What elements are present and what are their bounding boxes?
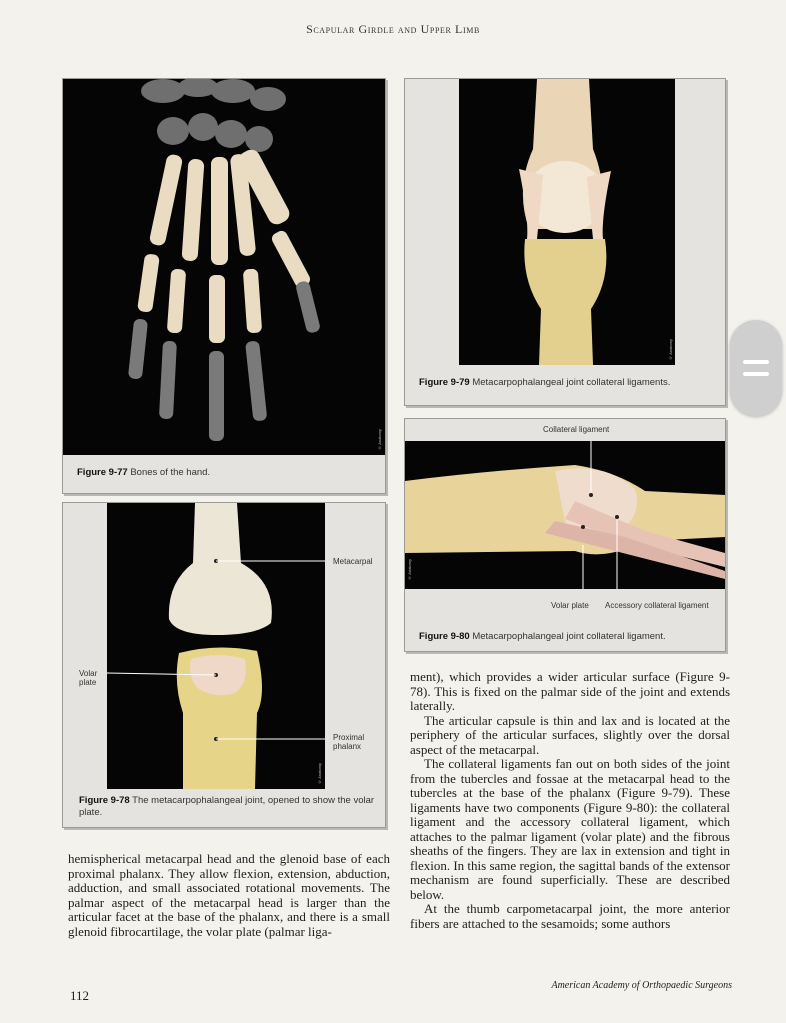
photo-credit: © Anatomy	[668, 339, 673, 361]
figure-9-80-caption	[419, 631, 666, 642]
body-text-left: hemispherical metacarpal head and the glenoid base of each proximal phalanx. They allow flexion, extension, abduction, adduction, and small associated rotational movements. The palmar aspect of the metacarpal head is larger than the articular facet at the base of the phalanx, and there is a small glenoid fibrocartilage, the volar plate (palmar liga-	[68, 851, 390, 939]
figure-9-78	[62, 502, 386, 828]
caption-text: Metacarpophalangeal joint collateral ligaments.	[472, 377, 671, 388]
figure-9-80	[404, 418, 726, 652]
figure-9-79	[404, 78, 726, 406]
figure-9-77	[62, 78, 386, 494]
label-collateral-ligament: Collateral ligament	[543, 425, 610, 434]
footer-publisher: American Academy of Orthopaedic Surgeons	[551, 980, 732, 991]
paragraph: At the thumb carpometacarpal joint, the more anterior fibers are attached to the sesamoids; some authors	[410, 901, 730, 931]
caption-text: Metacarpophalangeal joint collateral ligament.	[472, 631, 666, 642]
figure-9-78-caption	[79, 795, 375, 819]
volar-plate-photo	[107, 503, 325, 789]
page-number: 112	[70, 988, 90, 1003]
ligament-illustration	[405, 441, 725, 589]
label-accessory-collateral-ligament: Accessory collateral ligament	[605, 601, 709, 610]
photo-credit: © Anatomy	[407, 559, 412, 581]
mcp-joint-illustration	[459, 79, 675, 365]
label-proximal-phalanx: Proximal phalanx	[333, 733, 365, 752]
caption-text: The metacarpophalangeal joint, opened to show the volar plate.	[79, 795, 375, 818]
body-text-right	[410, 670, 730, 931]
figure-9-77-caption	[77, 467, 210, 478]
running-head: Scapular Girdle and Upper Limb	[306, 22, 480, 36]
photo-credit: © Anatomy	[317, 763, 322, 785]
paragraph: ment), which provides a wider articular surface (Figure 9-78). This is fixed on the palmar side of the joint and extends laterally.	[410, 669, 730, 713]
hand-bones-illustration	[63, 79, 385, 455]
paragraph: The collateral ligaments fan out on both sides of the joint from the tubercles and fossae at the metacarpal head to the tubercles at the base of the phalanx (Figure 9-79). These ligaments have two components (Figure 9-80): the collateral ligament and the accessory collateral ligament, which attaches to the palmar ligament (volar plate) and the fibrous sheaths of the fingers. They are lax in extension and tight in flexion. In this same region, the sagittal bands of the extensor mechanism are found superficially. These are described below.	[410, 756, 730, 902]
caption-text: Bones of the hand.	[130, 467, 211, 478]
figure-number: Figure 9-78	[79, 795, 130, 806]
scroll-handle[interactable]	[730, 320, 782, 416]
paragraph: The articular capsule is thin and lax and is located at the periphery of the articular surfaces, slightly over the dorsal aspect of the metacarpal.	[410, 712, 730, 757]
ligament-photo	[405, 441, 725, 589]
volar-plate-illustration	[107, 503, 325, 789]
figure-number: Figure 9-77	[77, 467, 128, 478]
figure-number: Figure 9-80	[419, 631, 470, 642]
figure-number: Figure 9-79	[419, 377, 470, 388]
hand-bones-photo	[63, 79, 385, 455]
mcp-joint-photo	[459, 79, 675, 365]
grip-line-icon	[743, 372, 769, 376]
photo-credit: © Anatomy	[377, 429, 382, 451]
label-volar-plate: Volar plate	[551, 601, 589, 610]
label-volar-plate: Volar plate	[79, 669, 98, 688]
figure-9-79-caption	[419, 377, 670, 388]
label-metacarpal: Metacarpal	[333, 557, 373, 566]
grip-line-icon	[743, 360, 769, 364]
